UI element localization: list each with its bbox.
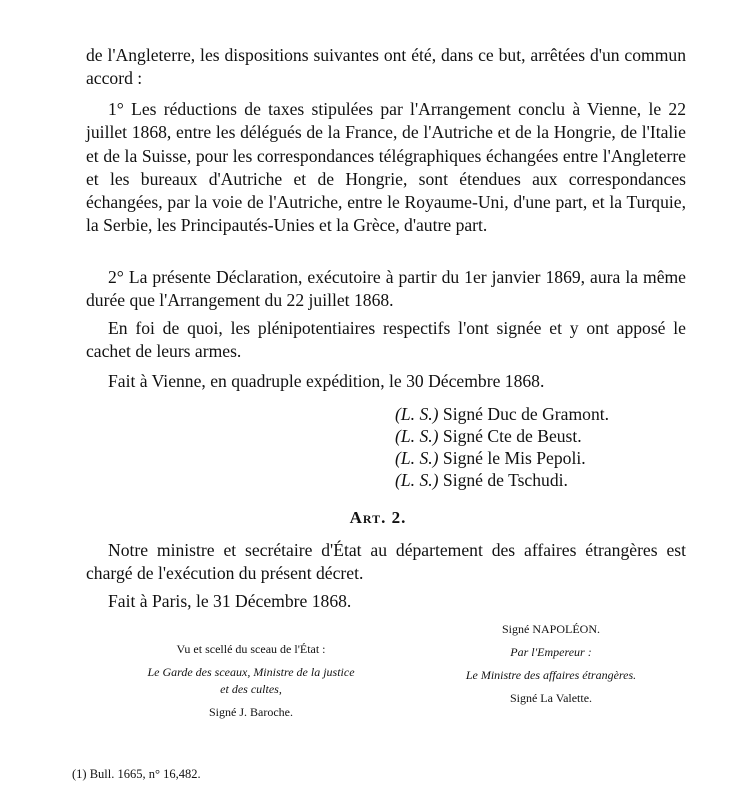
by-emperor: Par l'Empereur : bbox=[510, 645, 592, 659]
signature-text: Signé Cte de Beust. bbox=[442, 426, 582, 446]
keeper-title: Le Garde des sceaux, Ministre de la justice bbox=[147, 665, 355, 679]
article-text: Notre ministre et secrétaire d'État au département des affaires étrangères est chargé de l'exécution du présent décret. bbox=[86, 540, 686, 584]
left-signature-column bbox=[86, 641, 416, 721]
seal-line: Vu et scellé du sceau de l'État : bbox=[176, 642, 326, 656]
signature-text: Signé Duc de Gramont. bbox=[442, 404, 610, 424]
lavalette-signature: Signé La Valette. bbox=[509, 691, 593, 705]
faith-block bbox=[86, 317, 686, 364]
signature-line bbox=[395, 469, 609, 491]
done-at-vienna: Fait à Vienne, en quadruple expédition, le 30 Décembre 1868. bbox=[108, 371, 545, 391]
footnote: (1) Bull. 1665, n° 16,482. bbox=[72, 767, 201, 781]
intro-paragraph: de l'Angleterre, les dispositions suivantes ont été, dans ce but, arrêtées d'un commun accord : bbox=[86, 45, 686, 89]
signature-line bbox=[395, 425, 609, 447]
article-block bbox=[86, 539, 686, 586]
done-at-paris: Fait à Paris, le 31 Décembre 1868. bbox=[108, 591, 352, 611]
seal-mark: (L. S.) bbox=[395, 404, 439, 424]
item-1-paragraph: 1° Les réductions de taxes stipulées par l'Arrangement conclu à Vienne, le 22 juillet 1868, entre les délégués de la France, de l'Autriche et de la Hongrie, de l'Italie et de la Suisse, pour les correspondances télégraphiques échangées entre l'Angleterre et les bureaux d'Autriche et de Hongrie, sont étendues aux correspondances échangées, par la voie de l'Autriche, entre le Royaume-Uni, d'une part, et la Turquie, la Serbie, les Principautés-Unies et la Grèce, d'autre part. bbox=[86, 99, 686, 236]
vienna-block bbox=[86, 370, 686, 393]
signature-text: Signé le Mis Pepoli. bbox=[442, 448, 586, 468]
seal-mark: (L. S.) bbox=[395, 426, 439, 446]
article-heading: Art. 2. bbox=[349, 508, 407, 527]
item-2-block bbox=[86, 266, 686, 313]
signature-list bbox=[395, 403, 609, 491]
seal-mark: (L. S.) bbox=[395, 470, 439, 490]
item-1-block bbox=[86, 98, 686, 238]
right-signature-column bbox=[421, 618, 681, 710]
baroche-signature: Signé J. Baroche. bbox=[209, 705, 293, 719]
napoleon-signature: Signé NAPOLÉON. bbox=[502, 622, 600, 636]
intro-block bbox=[86, 44, 686, 91]
signature-line bbox=[395, 403, 609, 425]
seal-mark: (L. S.) bbox=[395, 448, 439, 468]
signature-line bbox=[395, 447, 609, 469]
faith-paragraph: En foi de quoi, les plénipotentiaires respectifs l'ont signée et y ont apposé le cachet de leurs armes. bbox=[86, 318, 686, 362]
item-2-paragraph: 2° La présente Déclaration, exécutoire à partir du 1er janvier 1869, aura la même durée que l'Arrangement du 22 juillet 1868. bbox=[86, 267, 686, 311]
keeper-title-cont: et des cultes, bbox=[220, 682, 282, 696]
minister-title: Le Ministre des affaires étrangères. bbox=[465, 668, 637, 682]
signature-text: Signé de Tschudi. bbox=[442, 470, 568, 490]
paris-block bbox=[86, 590, 686, 613]
